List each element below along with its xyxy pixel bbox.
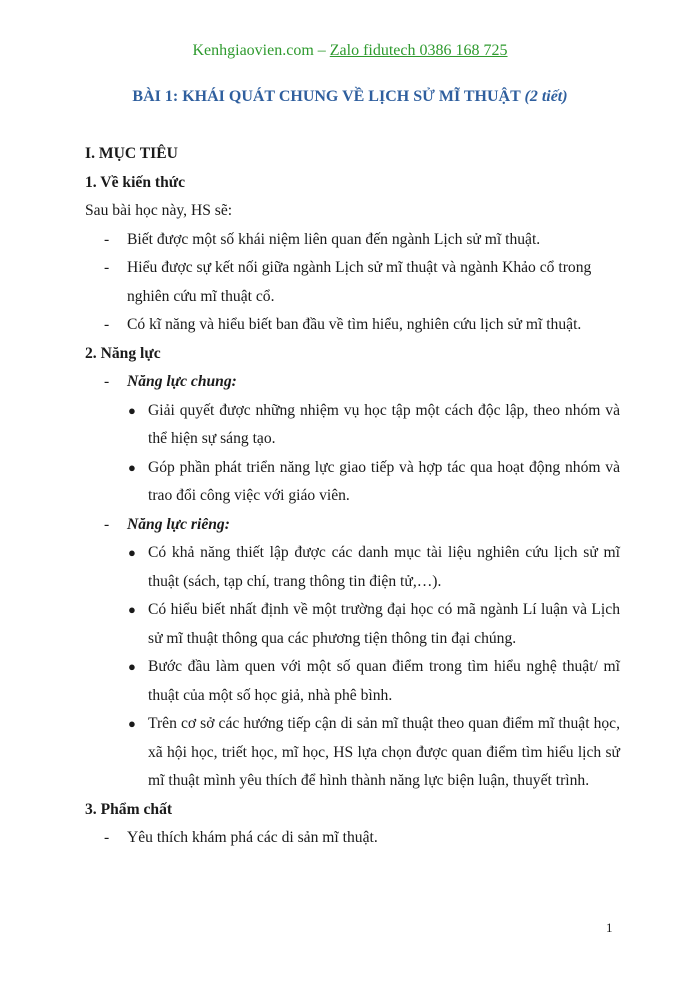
list-item [85, 368, 620, 397]
header-site[interactable]: Kenhgiaovien.com [192, 42, 314, 59]
bullet-mark: ● [128, 402, 136, 418]
specific-item-2: Có hiểu biết nhất định về một trường đại học có mã ngành Lí luận và Lịch sử mĩ thuật thông qua các phương tiện thông tin đại chúng. [148, 601, 620, 647]
page-number: 1 [606, 920, 613, 935]
specific-competence-label: Năng lực riêng: [127, 515, 230, 533]
knowledge-intro: Sau bài học này, HS sẽ: [85, 202, 233, 219]
quality-item-1: Yêu thích khám phá các di sản mĩ thuật. [127, 829, 378, 846]
list-item [85, 539, 620, 596]
list-item [85, 653, 620, 710]
knowledge-item-3: Có kĩ năng và hiểu biết ban đầu về tìm hiểu, nghiên cứu lịch sử mĩ thuật. [127, 316, 582, 333]
list-item [85, 397, 620, 454]
dash-mark: - [104, 230, 110, 248]
bullet-mark: ● [128, 459, 136, 475]
page-header [0, 42, 700, 60]
header-separator: – [313, 42, 330, 59]
bullet-mark: ● [128, 545, 136, 560]
specific-item-1: Có khả năng thiết lập được các danh mục tài liệu nghiên cứu lịch sử mĩ thuật (sách, tạp chí, trang thông tin điện tử,…). [148, 544, 620, 590]
list-item [85, 454, 620, 511]
knowledge-item-2: Hiểu được sự kết nối giữa ngành Lịch sử mĩ thuật và ngành Khảo cổ trong nghiên cứu mĩ thuật cổ. [127, 259, 592, 305]
list-item [85, 596, 620, 653]
bullet-mark: ● [128, 716, 136, 731]
list-item [85, 824, 620, 853]
list-item [85, 311, 620, 340]
list-item [85, 511, 620, 540]
dash-mark: - [104, 316, 110, 333]
list-item [85, 710, 620, 796]
dash-mark: - [104, 829, 110, 846]
dash-mark: - [104, 515, 110, 533]
subheading-knowledge: 1. Về kiến thức [85, 173, 186, 191]
lesson-title [0, 88, 700, 106]
general-item-1: Giải quyết được những nhiệm vụ học tập một cách độc lập, theo nhóm và thể hiện sự sáng tạo. [148, 401, 620, 447]
knowledge-item-1: Biết được một số khái niệm liên quan đến ngành Lịch sử mĩ thuật. [127, 230, 541, 248]
list-item [85, 226, 620, 255]
list-item [85, 254, 620, 311]
section-heading-objectives: I. MỤC TIÊU [85, 145, 178, 162]
dash-mark: - [104, 259, 110, 276]
specific-item-4: Trên cơ sở các hướng tiếp cận di sản mĩ thuật theo quan điểm mĩ thuật học, xã hội học, triết học, mĩ học, HS lựa chọn được quan điểm tìm hiểu lịch sử mĩ thuật mình yêu thích để hình thành năng lực biện luận, thuyết trình. [148, 715, 620, 789]
bullet-mark: ● [128, 659, 136, 674]
dash-mark: - [104, 373, 110, 390]
general-competence-label: Năng lực chung: [127, 373, 237, 390]
lesson-title-note: (2 tiết) [524, 88, 568, 105]
specific-item-3: Bước đầu làm quen với một số quan điểm trong tìm hiểu nghệ thuật/ mĩ thuật của một số học giả, nhà phê bình. [148, 658, 620, 704]
subheading-quality: 3. Phẩm chất [85, 800, 173, 818]
document-body [85, 140, 620, 853]
general-item-2: Góp phần phát triển năng lực giao tiếp và hợp tác qua hoạt động nhóm và trao đổi công việc với giáo viên. [148, 458, 620, 504]
bullet-mark: ● [128, 602, 136, 617]
lesson-title-main: BÀI 1: KHÁI QUÁT CHUNG VỀ LỊCH SỬ MĨ THUẬT [132, 88, 525, 105]
header-contact-link[interactable]: Zalo fidutech 0386 168 725 [329, 42, 508, 59]
subheading-competence: 2. Năng lực [85, 344, 161, 362]
